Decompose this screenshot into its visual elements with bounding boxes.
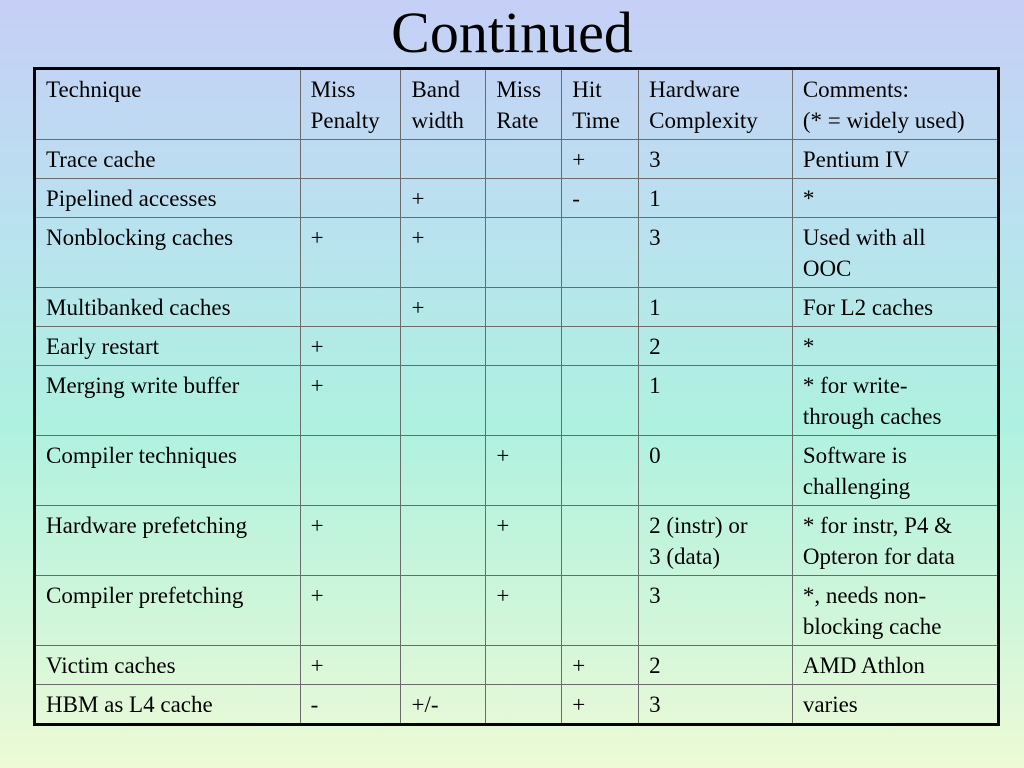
cell-miss-rate bbox=[486, 288, 562, 327]
cell-miss-penalty: + bbox=[300, 218, 401, 288]
cell-hardware-complexity: 3 bbox=[639, 576, 793, 646]
cell-miss-penalty: - bbox=[300, 685, 401, 725]
header-bandwidth: Band width bbox=[401, 69, 486, 140]
cell-technique: Early restart bbox=[35, 327, 301, 366]
table-row bbox=[35, 288, 999, 327]
cell-hit-time: + bbox=[562, 685, 639, 725]
cell-miss-rate bbox=[486, 366, 562, 436]
cell-hardware-complexity: 2 bbox=[639, 327, 793, 366]
cell-hit-time bbox=[562, 327, 639, 366]
cell-comments: Used with all OOC bbox=[792, 218, 998, 288]
cell-miss-rate: + bbox=[486, 436, 562, 506]
cell-hit-time bbox=[562, 576, 639, 646]
cell-miss-penalty: + bbox=[300, 646, 401, 685]
cell-hardware-complexity: 3 bbox=[639, 685, 793, 725]
cell-bandwidth: + bbox=[401, 179, 486, 218]
cell-comments: varies bbox=[792, 685, 998, 725]
cell-miss-rate bbox=[486, 685, 562, 725]
header-miss-rate: Miss Rate bbox=[486, 69, 562, 140]
cell-miss-penalty: + bbox=[300, 327, 401, 366]
table-header-row bbox=[35, 69, 999, 140]
cell-comments: *, needs non- blocking cache bbox=[792, 576, 998, 646]
cell-comments: Pentium IV bbox=[792, 140, 998, 179]
table-row bbox=[35, 366, 999, 436]
table-row bbox=[35, 218, 999, 288]
cell-hardware-complexity: 1 bbox=[639, 288, 793, 327]
cell-hit-time bbox=[562, 436, 639, 506]
cell-miss-rate: + bbox=[486, 506, 562, 576]
cell-comments: For L2 caches bbox=[792, 288, 998, 327]
cell-hardware-complexity: 1 bbox=[639, 366, 793, 436]
table-row bbox=[35, 576, 999, 646]
table-row bbox=[35, 327, 999, 366]
cell-hit-time bbox=[562, 218, 639, 288]
cell-technique: Nonblocking caches bbox=[35, 218, 301, 288]
cell-hardware-complexity: 1 bbox=[639, 179, 793, 218]
cell-bandwidth bbox=[401, 646, 486, 685]
cell-bandwidth bbox=[401, 366, 486, 436]
cell-comments: * bbox=[792, 179, 998, 218]
cell-technique: Trace cache bbox=[35, 140, 301, 179]
cell-hit-time: + bbox=[562, 140, 639, 179]
cell-hardware-complexity: 2 (instr) or 3 (data) bbox=[639, 506, 793, 576]
cell-hardware-complexity: 0 bbox=[639, 436, 793, 506]
header-miss-penalty: Miss Penalty bbox=[300, 69, 401, 140]
cell-miss-rate: + bbox=[486, 576, 562, 646]
cell-comments: AMD Athlon bbox=[792, 646, 998, 685]
cell-miss-penalty bbox=[300, 436, 401, 506]
cell-miss-penalty bbox=[300, 288, 401, 327]
cell-bandwidth bbox=[401, 436, 486, 506]
cell-bandwidth: + bbox=[401, 288, 486, 327]
slide-title: Continued bbox=[391, 0, 633, 65]
cell-comments: * bbox=[792, 327, 998, 366]
table-row bbox=[35, 436, 999, 506]
cell-bandwidth bbox=[401, 140, 486, 179]
techniques-table bbox=[33, 67, 1000, 726]
cell-technique: Multibanked caches bbox=[35, 288, 301, 327]
cell-miss-rate bbox=[486, 140, 562, 179]
cell-miss-penalty: + bbox=[300, 366, 401, 436]
cell-technique: Victim caches bbox=[35, 646, 301, 685]
cell-miss-penalty: + bbox=[300, 506, 401, 576]
cell-hit-time: + bbox=[562, 646, 639, 685]
cell-bandwidth: + bbox=[401, 218, 486, 288]
cell-technique: Pipelined accesses bbox=[35, 179, 301, 218]
header-comments: Comments: (* = widely used) bbox=[792, 69, 998, 140]
cell-technique: HBM as L4 cache bbox=[35, 685, 301, 725]
cell-comments: * for instr, P4 & Opteron for data bbox=[792, 506, 998, 576]
header-hit-time: Hit Time bbox=[562, 69, 639, 140]
cell-miss-rate bbox=[486, 179, 562, 218]
cell-comments: Software is challenging bbox=[792, 436, 998, 506]
header-hardware-complexity: Hardware Complexity bbox=[639, 69, 793, 140]
cell-miss-rate bbox=[486, 218, 562, 288]
table-row bbox=[35, 646, 999, 685]
table-row bbox=[35, 685, 999, 725]
cell-miss-rate bbox=[486, 327, 562, 366]
cell-hardware-complexity: 3 bbox=[639, 140, 793, 179]
table-row bbox=[35, 140, 999, 179]
cell-technique: Merging write buffer bbox=[35, 366, 301, 436]
cell-comments: * for write- through caches bbox=[792, 366, 998, 436]
cell-bandwidth bbox=[401, 327, 486, 366]
cell-bandwidth bbox=[401, 506, 486, 576]
table-row bbox=[35, 506, 999, 576]
cell-hit-time bbox=[562, 288, 639, 327]
cell-hardware-complexity: 2 bbox=[639, 646, 793, 685]
cell-bandwidth bbox=[401, 576, 486, 646]
cell-miss-penalty bbox=[300, 140, 401, 179]
cell-technique: Compiler prefetching bbox=[35, 576, 301, 646]
cell-miss-rate bbox=[486, 646, 562, 685]
cell-hardware-complexity: 3 bbox=[639, 218, 793, 288]
cell-bandwidth: +/- bbox=[401, 685, 486, 725]
cell-technique: Hardware prefetching bbox=[35, 506, 301, 576]
cell-hit-time bbox=[562, 366, 639, 436]
cell-hit-time bbox=[562, 506, 639, 576]
cell-hit-time: - bbox=[562, 179, 639, 218]
cell-miss-penalty: + bbox=[300, 576, 401, 646]
cell-technique: Compiler techniques bbox=[35, 436, 301, 506]
cell-miss-penalty bbox=[300, 179, 401, 218]
table-row bbox=[35, 179, 999, 218]
header-technique: Technique bbox=[35, 69, 301, 140]
